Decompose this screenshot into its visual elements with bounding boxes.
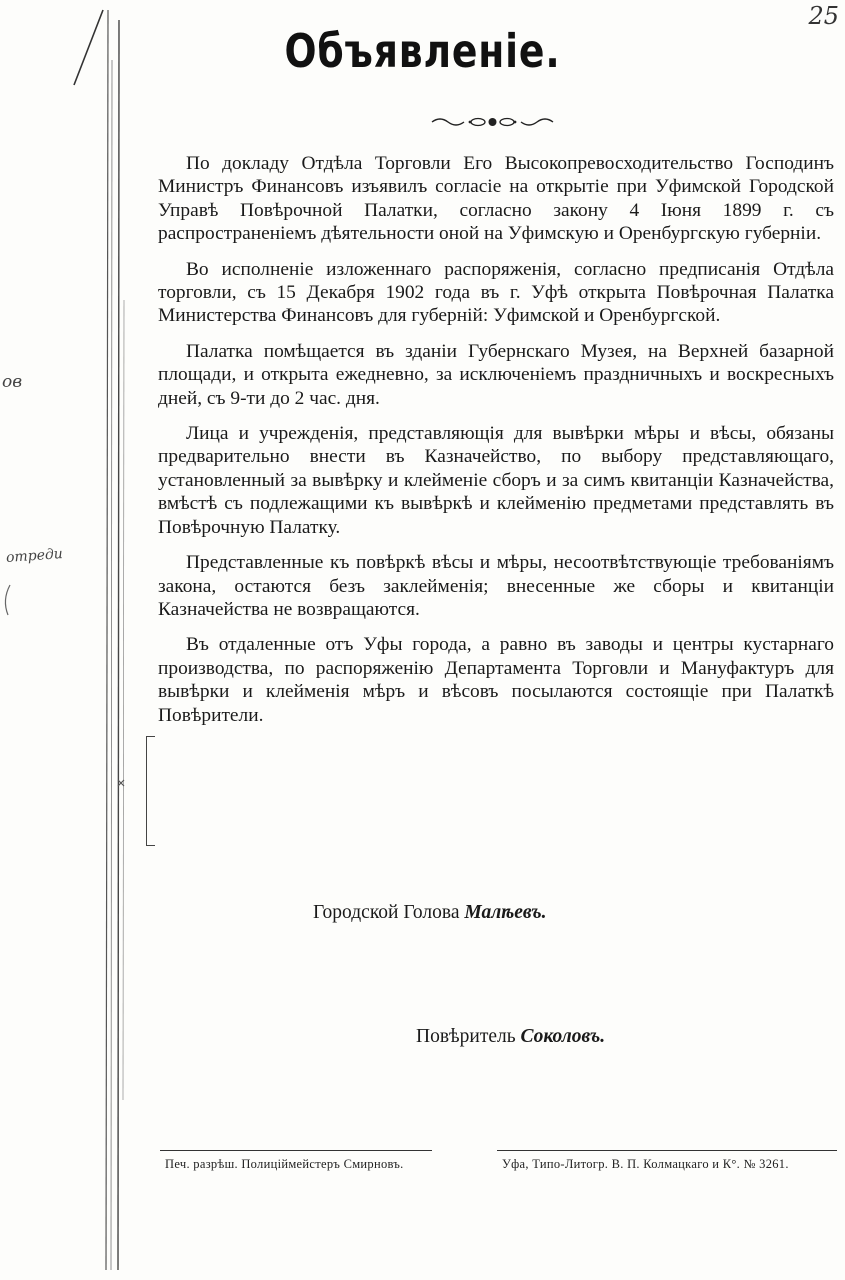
margin-note: ов [2, 372, 23, 392]
signature-verifier [416, 1026, 605, 1048]
page-number: 25 [808, 2, 839, 30]
paragraph: Во исполненіе изложеннаго распоряженія, согласно предписанія Отдѣла торговли, съ 15 Декабря 1902 года въ г. Уфѣ открыта Повѣрочная Палатка Министерства Финансовъ для губерній: Уфимской и Оренбургской. [158, 258, 834, 327]
paragraph: Лица и учрежденія, представляющія для вывѣрки мѣры и вѣсы, обязаны предварительно внести въ Казначейство, по выбору представляющаго, установленный за вывѣрку и клейменіе сборъ и за симъ квитанціи Казначейства, вмѣстѣ съ подлежащими къ вывѣркѣ и клейменію предметами представлять въ Повѣрочную Палатку. [158, 423, 834, 538]
censorship-note: Печ. разрѣш. Полицiймейстеръ Смирновъ. [165, 1157, 404, 1171]
printer-imprint: Уфа, Типо-Литогр. В. П. Колмацкаго и К°. № 3261. [502, 1157, 789, 1171]
document-title: Объявленіе. [284, 24, 561, 78]
paragraph: Въ отдаленные отъ Уфы города, а равно въ заводы и центры кустарнаго производства, по распоряженію Департамента Торговли и Мануфактуръ для вывѣрки и клейменія мѣръ и вѣсовъ посылаются состоящіе при Палаткѣ Повѣрители. [158, 634, 834, 726]
margin-binding-lines [0, 0, 160, 1280]
announcement-body [158, 152, 834, 739]
ornament-divider-icon [430, 114, 555, 130]
signature-mayor [313, 902, 546, 924]
signature-title: Повѣритель [416, 1026, 516, 1047]
signature-name: Соколовъ. [520, 1026, 606, 1047]
footer-rule [160, 1150, 432, 1151]
margin-note: отреди [5, 546, 64, 566]
paragraph: По докладу Отдѣла Торговли Его Высокопревосходительство Господинъ Министръ Финансовъ изъявилъ согласіе на открытіе при Уфимской Городской Управѣ Повѣрочной Палатки, согласно закону 4 Іюня 1899 г. съ распространеніемъ дѣятельности оной на Уфимскую и Оренбургскую губерніи. [158, 153, 834, 245]
signature-title: Городской Голова [313, 902, 460, 923]
pencil-bracket-mark [146, 736, 155, 846]
paragraph: Палатка помѣщается въ зданіи Губернскаго Музея, на Верхней базарной площади, и открыта ежедневно, за исключеніемъ праздничныхъ и воскресныхъ дней, съ 9-ти до 2 час. дня. [158, 340, 834, 409]
signature-name: Малѣевъ. [464, 902, 547, 923]
paragraph: Представленные къ повѣркѣ вѣсы и мѣры, несоотвѣтствующіе требованіямъ закона, остаются безъ заклейменія; внесенные же сборы и квитанціи Казначейства не возвращаются. [158, 552, 834, 620]
footer-rule [497, 1150, 837, 1151]
